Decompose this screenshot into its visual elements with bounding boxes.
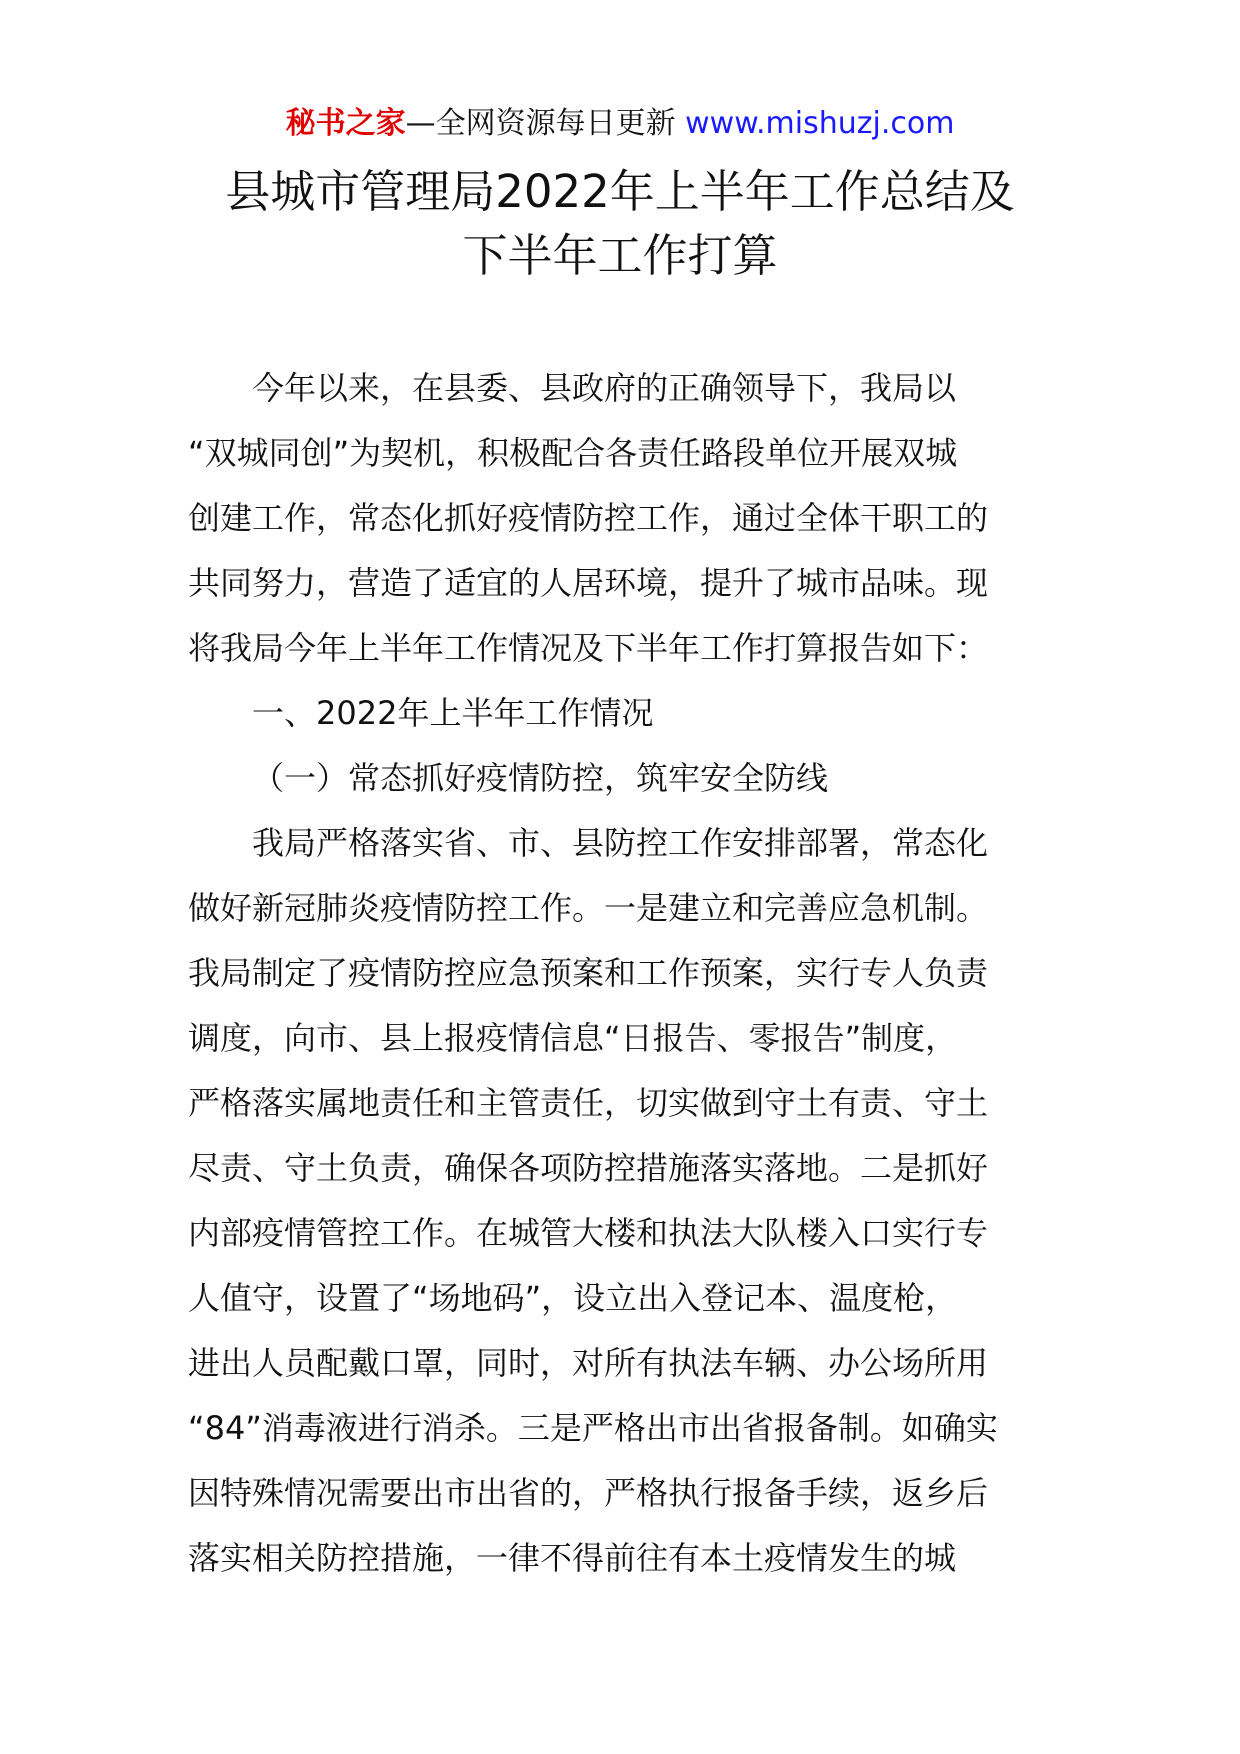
body-line: 落实相关防控措施，一律不得前往有本土疫情发生的城	[188, 1539, 957, 1577]
subsection-heading: （一）常态抓好疫情防控，筑牢安全防线	[252, 759, 829, 797]
section-heading: 一、2022年上半年工作情况	[252, 694, 654, 732]
body-line: 尽责、守土负责，确保各项防控措施落实落地。二是抓好	[188, 1149, 989, 1187]
body-line: 人值守，设置了“场地码”，设立出入登记本、温度枪，	[188, 1279, 958, 1317]
document-title	[0, 160, 1240, 288]
document-body	[188, 356, 1054, 1591]
title-line-2: 下半年工作打算	[462, 229, 778, 282]
body-line: 共同努力，营造了适宜的人居环境，提升了城市品味。现	[188, 564, 989, 602]
body-line: “84”消毒液进行消杀。三是严格出市出省报备制。如确实	[188, 1409, 998, 1447]
body-line: 进出人员配戴口罩，同时，对所有执法车辆、办公场所用	[188, 1344, 989, 1382]
body-line: 将我局今年上半年工作情况及下半年工作打算报告如下：	[188, 629, 989, 667]
site-header-banner	[0, 100, 1240, 148]
body-line: 内部疫情管控工作。在城管大楼和执法大队楼入口实行专	[188, 1214, 989, 1252]
body-line: 创建工作，常态化抓好疫情防控工作，通过全体干职工的	[188, 499, 989, 537]
body-line: 调度，向市、县上报疫情信息“日报告、零报告”制度，	[188, 1019, 958, 1057]
body-line: 严格落实属地责任和主管责任，切实做到守土有责、守土	[188, 1084, 989, 1122]
body-line: “双城同创”为契机，积极配合各责任路段单位开展双城	[188, 434, 958, 472]
body-line: 做好新冠肺炎疫情防控工作。一是建立和完善应急机制。	[188, 889, 989, 927]
title-line-1: 县城市管理局2022年上半年工作总结及	[225, 165, 1015, 218]
body-line: 我局制定了疫情防控应急预案和工作预案，实行专人负责	[188, 954, 989, 992]
site-url-link[interactable]: www.mishuzj.com	[685, 106, 955, 141]
body-line: 我局严格落实省、市、县防控工作安排部署，常态化	[252, 824, 989, 862]
body-line: 今年以来，在县委、县政府的正确领导下，我局以	[252, 369, 957, 407]
brand-name: 秘书之家	[285, 106, 406, 141]
body-line: 因特殊情况需要出市出省的，严格执行报备手续，返乡后	[188, 1474, 989, 1512]
header-slogan: —全网资源每日更新	[405, 106, 676, 141]
